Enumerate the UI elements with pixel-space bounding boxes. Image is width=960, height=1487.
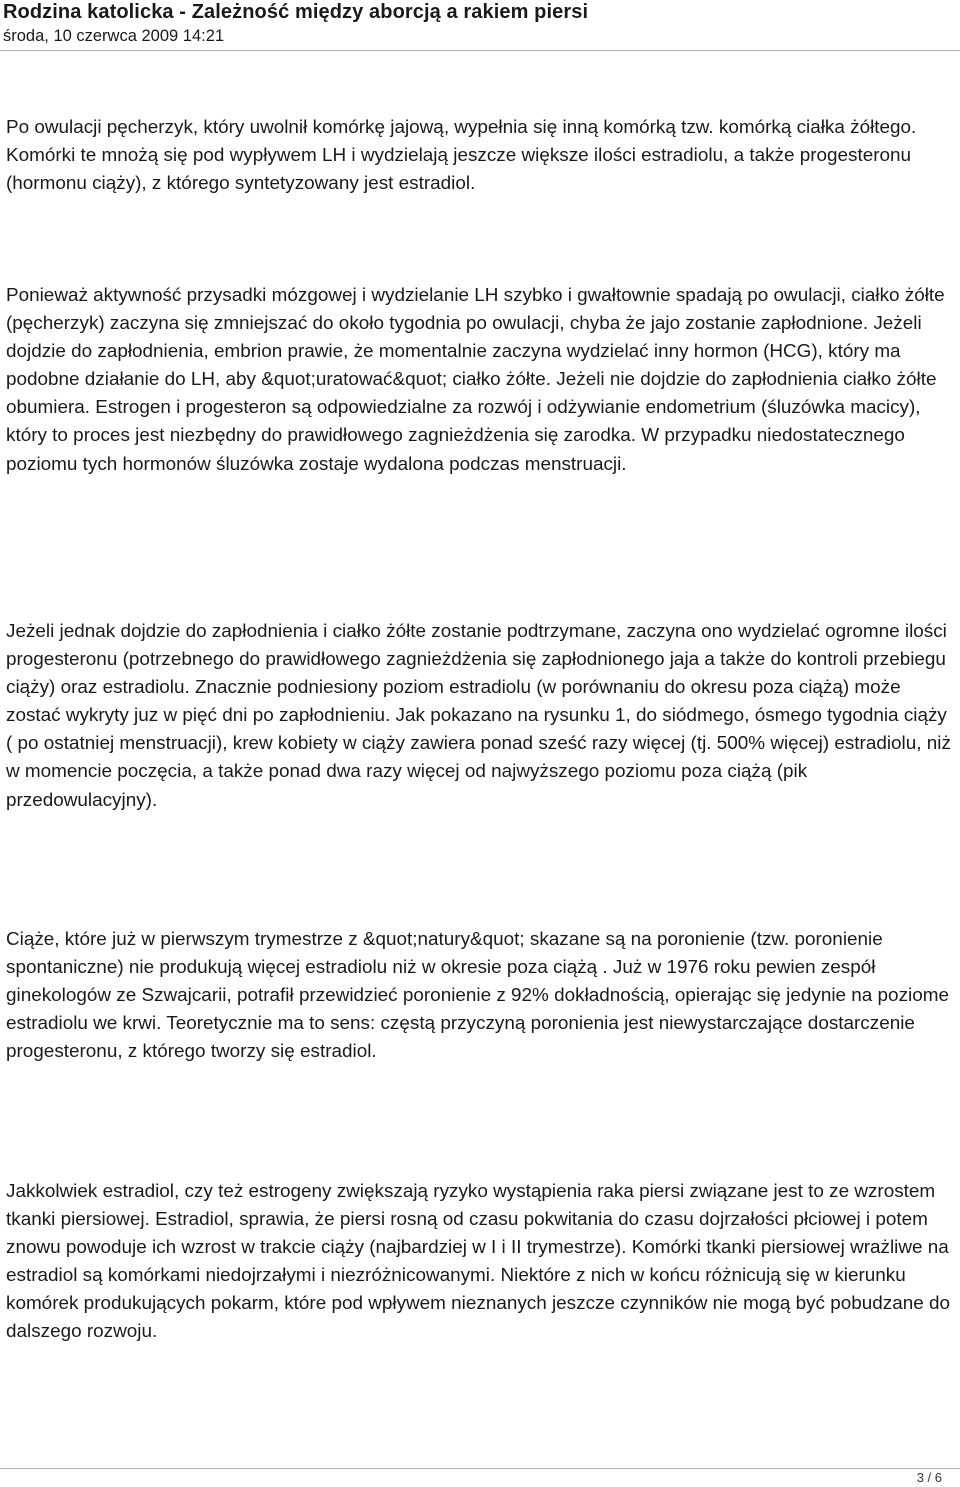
footer-divider bbox=[0, 1468, 960, 1469]
paragraph-4: Ciąże, które już w pierwszym trymestrze z &quot;natury&quot; skazane są na poronienie (tzw. poronienie spontaniczne) nie produkują więcej estradiolu niż w okresie poza ciążą . Już w 1976 roku pewien zespół ginekologów ze Szwajcarii, potrafił przewidzieć poronienie z 92% dokładnością, opierając się jedynie na poziome estradiolu we krwi. Teoretycznie ma to sens: częstą przyczyną poronienia jest niewystarczające dostarczenie progesteronu, z którego tworzy się estradiol. bbox=[6, 929, 949, 1063]
page-number: 3 / 6 bbox=[916, 1470, 942, 1485]
document-title: Rodzina katolicka - Zależność między aborcją a rakiem piersi bbox=[3, 1, 589, 23]
header-divider bbox=[0, 50, 960, 51]
paragraph-1: Po owulacji pęcherzyk, który uwolnił komórkę jajową, wypełnia się inną komórką tzw. komórką ciałka żółtego. Komórki te mnożą się pod wypływem LH i wydzielają jeszcze większe ilości estradiolu, a także progesteronu (hormonu ciąży), z którego syntetyzowany jest estradiol. bbox=[6, 117, 917, 195]
paragraph-2: Ponieważ aktywność przysadki mózgowej i wydzielanie LH szybko i gwałtownie spadają po owulacji, ciałko żółte (pęcherzyk) zaczyna się zmniejszać do około tygodnia po owulacji, chyba że jajo zostanie zapłodnione. Jeżeli dojdzie do zapłodnienia, embrion prawie, że momentalnie zaczyna wydzielać inny hormon (HCG), który ma podobne działanie do LH, aby &quot;uratować&quot; ciałko żółte. Jeżeli nie dojdzie do zapłodnienia ciałko żółte obumiera. Estrogen i progesteron są odpowiedzialne za rozwój i odżywianie endometrium (śluzówka macicy), który to proces jest niezbędny do prawidłowego zagnieżdżenia się zarodka. W przypadku niedostatecznego poziomu tych hormonów śluzówka zostaje wydalona podczas menstruacji. bbox=[6, 285, 945, 475]
paragraph-3: Jeżeli jednak dojdzie do zapłodnienia i ciałko żółte zostanie podtrzymane, zaczyna ono wydzielać ogromne ilości progesteronu (potrzebnego do prawidłowego zagnieżdżenia się zapłodnionego jaja a także do kontroli przebiegu ciąży) oraz estradiolu. Znacznie podniesiony poziom estradiolu (w porównaniu do okresu poza ciążą) może zostać wykryty juz w pięć dni po zapłodnieniu. Jak pokazano na rysunku 1, do siódmego, ósmego tygodnia ciąży ( po ostatniej menstruacji), krew kobiety w ciąży zawiera ponad sześć razy więcej (tj. 500% więcej) estradiolu, niż w momencie poczęcia, a także ponad dwa razy więcej od najwyższego poziomu poza ciążą (pik przedowulacyjny). bbox=[6, 621, 951, 811]
document-date: środa, 10 czerwca 2009 14:21 bbox=[3, 27, 225, 45]
paragraph-5: Jakkolwiek estradiol, czy też estrogeny zwiększają ryzyko wystąpienia raka piersi związane jest to ze wzrostem tkanki piersiowej. Estradiol, sprawia, że piersi rosną od czasu pokwitania do czasu dojrzałości płciowej i potem znowu powoduje ich wzrost w trakcie ciąży (najbardziej w I i II trymestrze). Komórki tkanki piersiowej wrażliwe na estradiol są komórkami niedojrzałymi i niezróżnicowanymi. Niektóre z nich w końcu różnicują się w kierunku komórek produkujących pokarm, które pod wpływem nieznanych jeszcze czynników nie mogą być pobudzane do dalszego rozwoju. bbox=[6, 1181, 950, 1343]
